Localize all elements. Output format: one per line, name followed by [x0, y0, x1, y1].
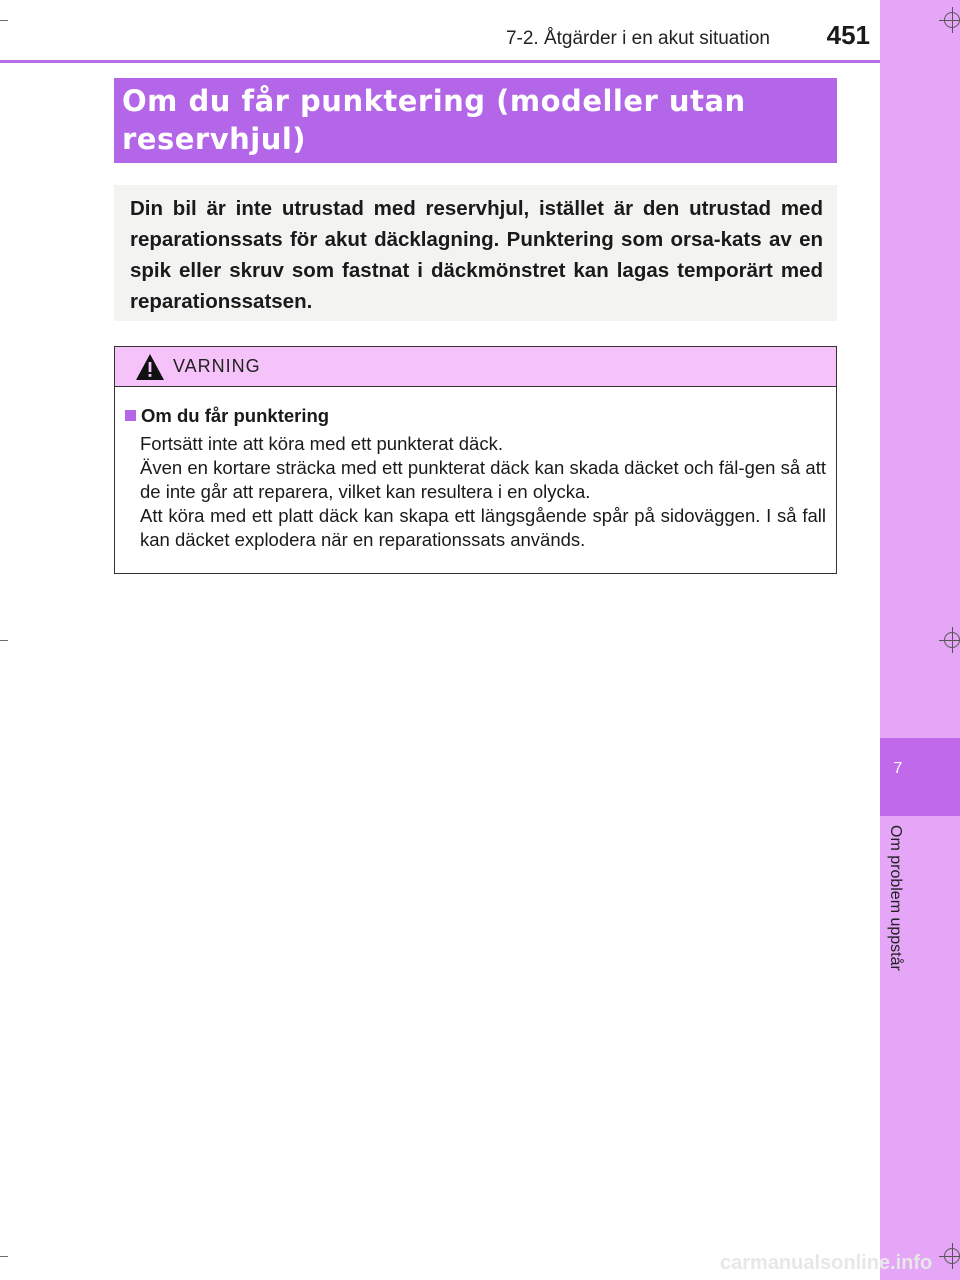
side-tab-chapter-number: 7 [893, 760, 903, 777]
registration-mark [944, 632, 960, 648]
section-title-banner [114, 78, 837, 163]
crop-mark [0, 1256, 8, 1257]
side-tab-chapter-title: Om problem uppstår [887, 825, 904, 971]
warning-label: VARNING [173, 356, 261, 376]
crop-mark [0, 20, 8, 21]
warning-header [115, 347, 836, 387]
section-title: Om du får punktering (modeller utan reservhjul) [122, 84, 746, 156]
warning-paragraph: Även en kortare sträcka med ett punkterat däck kan skada däcket och fäl-gen så att de inte går att reparera, vilket kan resultera i en olycka. [140, 457, 826, 502]
registration-mark [944, 1248, 960, 1264]
header-section-title: 7-2. Åtgärder i en akut situation [505, 28, 770, 49]
warning-subheading: Om du får punktering [141, 405, 330, 426]
intro-text: Din bil är inte utrustad med reservhjul, istället är den utrustad med reparationssats för akut däcklagning. Punktering som orsa-kats av en spik eller skruv som fastnat i däckmönstret kan lagas temporärt med reparationssatsen. [130, 197, 823, 313]
warning-triangle-icon [135, 353, 165, 381]
page-number: 451 [826, 20, 870, 50]
header-divider [0, 60, 880, 63]
warning-paragraph: Fortsätt inte att köra med ett punkterat däck. [140, 433, 503, 454]
registration-mark [944, 12, 960, 28]
warning-box [114, 346, 837, 574]
square-bullet-icon [125, 410, 136, 421]
crop-mark [0, 640, 8, 641]
watermark: carmanualsonline.info [720, 1252, 933, 1274]
intro-box [114, 185, 837, 321]
warning-paragraph: Att köra med ett platt däck kan skapa ett längsgående spår på sidoväggen. I så fall kan däcket explodera när en reparationssats används. [140, 505, 826, 550]
warning-body [115, 387, 836, 552]
warning-subheading-row [125, 403, 826, 429]
